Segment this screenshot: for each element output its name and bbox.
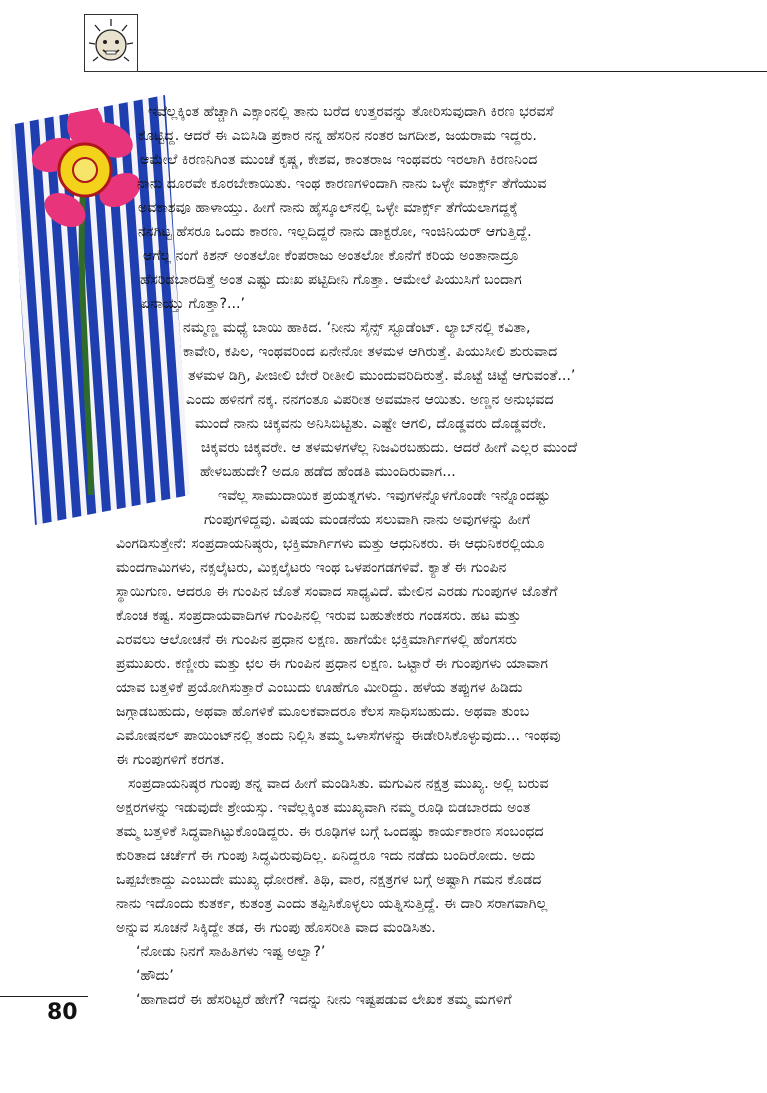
body-text-line: ನಾನು ದೂರವೇ ಕೂರಬೇಕಾಯಿತು. ಇಂಥ ಕಾರಣಗಳಿಂದಾಗಿ ನಾನು ಒಳ್ಳೇ ಮಾರ್ಕ್ಸ್ ತೆಗೆಯುವ bbox=[137, 176, 547, 192]
body-text-line: ತಳಮಳ ಡಿಗ್ರಿ, ಪೀಜೀಲಿ ಬೇರೆ ರೀತೀಲಿ ಮುಂದುವರಿದಿರುತ್ತೆ. ಮೊಟ್ಟೆ ಚಿಟ್ಟೆ ಆಗುವಂತೆ...’ bbox=[188, 368, 576, 384]
body-text-line: ಅಕ್ಷರಗಳನ್ನು ಇಡುವುದೇ ಶ್ರೇಯಸ್ಸು. ಇವೆಲ್ಲಕ್ಕಿಂತ ಮುಖ್ಯವಾಗಿ ನಮ್ಮ ರೂಢಿ ಬಿಡಬಾರದು ಅಂತ bbox=[116, 800, 531, 816]
body-text-line: ಗುಂಪುಗಳಿದ್ದವು. ವಿಷಯ ಮಂಡನೆಯ ಸಲುವಾಗಿ ನಾನು ಅವುಗಳನ್ನು ಹೀಗೆ bbox=[204, 512, 531, 528]
header-logo bbox=[84, 14, 138, 72]
body-text-line: ‘ಹಾಗಾದರೆ ಈ ಹೆಸರಿಟ್ಟರೆ ಹೇಗೆ? ಇದನ್ನು ನೀನು ಇಷ್ಟಪಡುವ ಲೇಖಕ ತಮ್ಮ ಮಗಳಿಗೆ bbox=[136, 992, 512, 1008]
body-text-line: ನಾನು ಇದೊಂದು ಕುತರ್ಕ, ಕುತಂತ್ರ ಎಂದು ತಪ್ಪಿಸಿಕೊಳ್ಳಲು ಯತ್ನಿಸುತ್ತಿದ್ದೆ. ಈ ದಾರಿ ಸರಾಗವಾಗಿಲ್ಲ bbox=[116, 896, 548, 912]
body-text-line: ಮುಂದೆ ನಾನು ಚಿಕ್ಕವನು ಅನಿಸಿಬಿಟ್ಟಿತು. ಎಷ್ಟೇ ಆಗಲಿ, ದೊಡ್ಡವರು ದೊಡ್ಡವರೇ. bbox=[195, 416, 547, 432]
body-text-line: ಹೇಳಬಹುದೇ? ಅದೂ ಹಡೆದ ಹೆಂಡತಿ ಮುಂದಿರುವಾಗ... bbox=[200, 464, 456, 480]
body-text-line: ಹೆಸರಿಡಬಾರದಿತ್ತೆ ಅಂತ ಎಷ್ಟು ದುಃಖ ಪಟ್ಟಿದೀನಿ ಗೊತ್ತಾ. ಆಮೇಲೆ ಪಿಯುಸಿಗೆ ಬಂದಾಗ bbox=[140, 272, 522, 288]
body-text-line: ಎರವಲು ಆಲೋಚನೆ ಈ ಗುಂಪಿನ ಪ್ರಧಾನ ಲಕ್ಷಣ. ಹಾಗೆಯೇ ಭಕ್ತಿಮಾರ್ಗಿಗಳಲ್ಲಿ ಹೆಂಗಸರು bbox=[116, 632, 518, 648]
body-text-line: ಒಪ್ಪಬೇಕಾದ್ದು ಎಂಬುದೇ ಮುಖ್ಯ ಧೋರಣೆ. ತಿಥಿ, ವಾರ, ನಕ್ಷತ್ರಗಳ ಬಗ್ಗೆ ಅಷ್ಟಾಗಿ ಗಮನ ಕೊಡದ bbox=[116, 872, 542, 888]
body-text-line: ಏನಾಯ್ತು ಗೊತ್ತಾ?...’ bbox=[141, 296, 246, 312]
body-text-line: ಸಂಪ್ರದಾಯನಿಷ್ಠರ ಗುಂಪು ತನ್ನ ವಾದ ಹೀಗೆ ಮಂಡಿಸಿತು. ಮಗುವಿನ ನಕ್ಷತ್ರ ಮುಖ್ಯ. ಅಲ್ಲಿ ಬರುವ bbox=[128, 776, 549, 792]
page-number: 80 bbox=[47, 1000, 78, 1025]
body-text-line: ಎಂದು ಹಳಿನಗೆ ನಕ್ಕ. ನನಗಂತೂ ವಿಪರೀತ ಅವಮಾನ ಆಯಿತು. ಅಣ್ಣನ ಅನುಭವದ bbox=[186, 392, 554, 408]
body-text-line: ಕುರಿತಾದ ಚರ್ಚೆಗೆ ಈ ಗುಂಪು ಸಿದ್ಧವಿರುವುದಿಲ್ಲ. ಏನಿದ್ದರೂ ಇದು ನಡೆದು ಬಂದಿರೋದು. ಅದು bbox=[116, 848, 536, 864]
body-text-line: ಅನ್ನುವ ಸೂಚನೆ ಸಿಕ್ಕಿದ್ದೇ ತಡ, ಈ ಗುಂಪು ಹೊಸರೀತಿ ವಾದ ಮಂಡಿಸಿತು. bbox=[116, 920, 436, 936]
body-text-line: ಎಮೋಷನಲ್ ಪಾಯಿಂಟ್‌ನಲ್ಲಿ ತಂದು ನಿಲ್ಲಿಸಿ ತಮ್ಮ ಒಳಾಸೆಗಳನ್ನು ಈಡೇರಿಸಿಕೊಳ್ಳುವುದು... ಇಂಥವು bbox=[116, 728, 561, 744]
body-text-line: ಆಗೆಲ್ಲ ನಂಗೆ ಕಿಶನ್ ಅಂತಲೋ ಕೆಂಪರಾಜು ಅಂತಲೋ ಕೊನೆಗೆ ಕರಿಯ ಅಂತಾನಾದ್ರೂ bbox=[143, 248, 520, 264]
body-text-line: ‘ನೋಡು ನಿನಗೆ ಸಾಹಿತಿಗಳು ಇಷ್ಟ ಅಲ್ವಾ?’ bbox=[136, 944, 326, 960]
body-text-line: ಅವಕಾಶವೂ ಹಾಳಾಯ್ತು. ಹೀಗೆ ನಾನು ಹೈಸ್ಕೂಲ್‌ನಲ್ಲಿ ಒಳ್ಳೇ ಮಾರ್ಕ್ಸ್ ತೆಗೆಯಲಾಗದ್ದಕ್ಕೆ bbox=[138, 200, 518, 216]
body-text-line: ಕೊಂಚ ಕಷ್ಟ. ಸಂಪ್ರದಾಯವಾದಿಗಳ ಗುಂಪಿನಲ್ಲಿ ಇರುವ ಬಹುತೇಕರು ಗಂಡಸರು. ಹಟ ಮತ್ತು bbox=[116, 608, 522, 624]
body-text-line: ಕೊಟ್ಟಿದ್ದ. ಆದರೆ ಈ ಎಬಿಸಿಡಿ ಪ್ರಕಾರ ನನ್ನ ಹೆಸರಿನ ನಂತರ ಜಗದೀಶ, ಜಯರಾಮ ಇದ್ದರು. bbox=[138, 128, 537, 144]
body-text-line: ಇವೆಲ್ಲ ಸಾಮುದಾಯಿಕ ಪ್ರಯತ್ನಗಳು. ಇವುಗಳನ್ನೊಳಗೊಂಡೇ ಇನ್ನೊಂದಷ್ಟು bbox=[218, 488, 551, 504]
body-text-line: ಜಗ್ಗಾಡಬಹುದು, ಅಥವಾ ಹೊಗಳಿಕೆ ಮೂಲಕವಾದರೂ ಕೆಲಸ ಸಾಧಿಸಬಹುದು. ಅಥವಾ ತುಂಬ bbox=[116, 704, 530, 720]
body-text-line: ಮಂದಗಾಮಿಗಳು, ನಕ್ಸಲೈಟರು, ಮಿಕ್ಸಲೈಟರು ಇಂಥ ಒಳಪಂಗಡಗಳಿವೆ. ಕ್ಯಾತೆ ಈ ಗುಂಪಿನ bbox=[116, 560, 507, 576]
body-text-line: ಈ ಗುಂಪುಗಳಿಗೆ ಕರಗತ. bbox=[116, 752, 225, 768]
body-text-line: ವಿಂಗಡಿಸುತ್ತೇನೆ: ಸಂಪ್ರದಾಯನಿಷ್ಠರು, ಭಕ್ತಿಮಾರ್ಗಿಗಳು ಮತ್ತು ಆಧುನಿಕರು. ಈ ಆಧುನಿಕರಲ್ಲಿಯೂ bbox=[116, 536, 545, 552]
body-text-line: ಸ್ಥಾಯಿಗುಣ. ಆದರೂ ಈ ಗುಂಪಿನ ಜೊತೆ ಸಂವಾದ ಸಾಧ್ಯವಿದೆ. ಮೇಲಿನ ಎರಡು ಗುಂಪುಗಳ ಜೊತೆಗೆ bbox=[116, 584, 558, 600]
body-text-line: ತಮ್ಮ ಬತ್ತಳಿಕೆ ಸಿದ್ಧವಾಗಿಟ್ಟುಕೊಂಡಿದ್ದರು. ಈ ರೂಢಿಗಳ ಬಗ್ಗೆ ಒಂದಷ್ಟು ಕಾರ್ಯಕಾರಣ ಸಂಬಂಧದ bbox=[116, 824, 544, 840]
body-text-line: ನಮ್ಮಣ್ಣ ಮಧ್ಯೆ ಬಾಯಿ ಹಾಕಿದ. ‘ನೀನು ಸೈನ್ಸ್ ಸ್ಟೂಡೆಂಟ್. ಲ್ಯಾಬ್‌ನಲ್ಲಿ ಕವಿತಾ, bbox=[183, 320, 531, 336]
body-text-line: ಆಮೇಲೆ ಕಿರಣನಿಗಿಂತ ಮುಂಚೆ ಕೃಷ್ಣ, ಕೇಶವ, ಕಾಂತರಾಜ ಇಂಥವರು ಇರಲಾಗಿ ಕಿರಣನಿಂದ bbox=[140, 152, 538, 168]
body-text-line: ಚಿಕ್ಕವರು ಚಿಕ್ಕವರೇ. ಆ ತಳಮಳಗಳೆಲ್ಲ ನಿಜವಿರಬಹುದು. ಆದರೆ ಹೀಗೆ ಎಲ್ಲರ ಮುಂದೆ bbox=[201, 440, 578, 456]
body-text-line: ಕಾವೇರಿ, ಕಪಿಲ, ಇಂಥವರಿಂದ ಏನೇನೋ ತಳಮಳ ಆಗಿರುತ್ತೆ. ಪಿಯುಸೀಲಿ ಶುರುವಾದ bbox=[183, 344, 558, 360]
body-text-line: ಪ್ರಮುಖರು. ಕಣ್ಣೀರು ಮತ್ತು ಛಲ ಈ ಗುಂಪಿನ ಪ್ರಧಾನ ಲಕ್ಷಣ. ಒಟ್ಟಾರೆ ಈ ಗುಂಪುಗಳು ಯಾವಾಗ bbox=[116, 656, 549, 672]
smiling-sun-face-icon bbox=[85, 15, 137, 71]
header-rule bbox=[88, 71, 767, 72]
body-text-line: ಇವೆಲ್ಲಕ್ಕಿಂತ ಹೆಚ್ಚಾಗಿ ಎಕ್ಸಾಂನಲ್ಲಿ ತಾನು ಬರೆದ ಉತ್ತರವನ್ನು ತೋರಿಸುವುದಾಗಿ ಕಿರಣ ಭರವಸೆ bbox=[148, 104, 554, 120]
footer-rule bbox=[0, 996, 88, 997]
body-text-line: ನನಗಿಟ್ಟ ಹೆಸರೂ ಒಂದು ಕಾರಣ. ಇಲ್ಲದಿದ್ದರೆ ನಾನು ಡಾಕ್ಟರೋ, ಇಂಜಿನಿಯರ್ ಆಗುತ್ತಿದ್ದೆ. bbox=[138, 224, 532, 240]
body-text-line: ಯಾವ ಬತ್ತಳಿಕೆ ಪ್ರಯೋಗಿಸುತ್ತಾರೆ ಎಂಬುದು ಊಹೆಗೂ ಮೀರಿದ್ದು. ಹಳೆಯ ತಪ್ಪುಗಳ ಹಿಡಿದು bbox=[116, 680, 523, 696]
body-text-line: ‘ಹೌದು’ bbox=[136, 968, 174, 984]
